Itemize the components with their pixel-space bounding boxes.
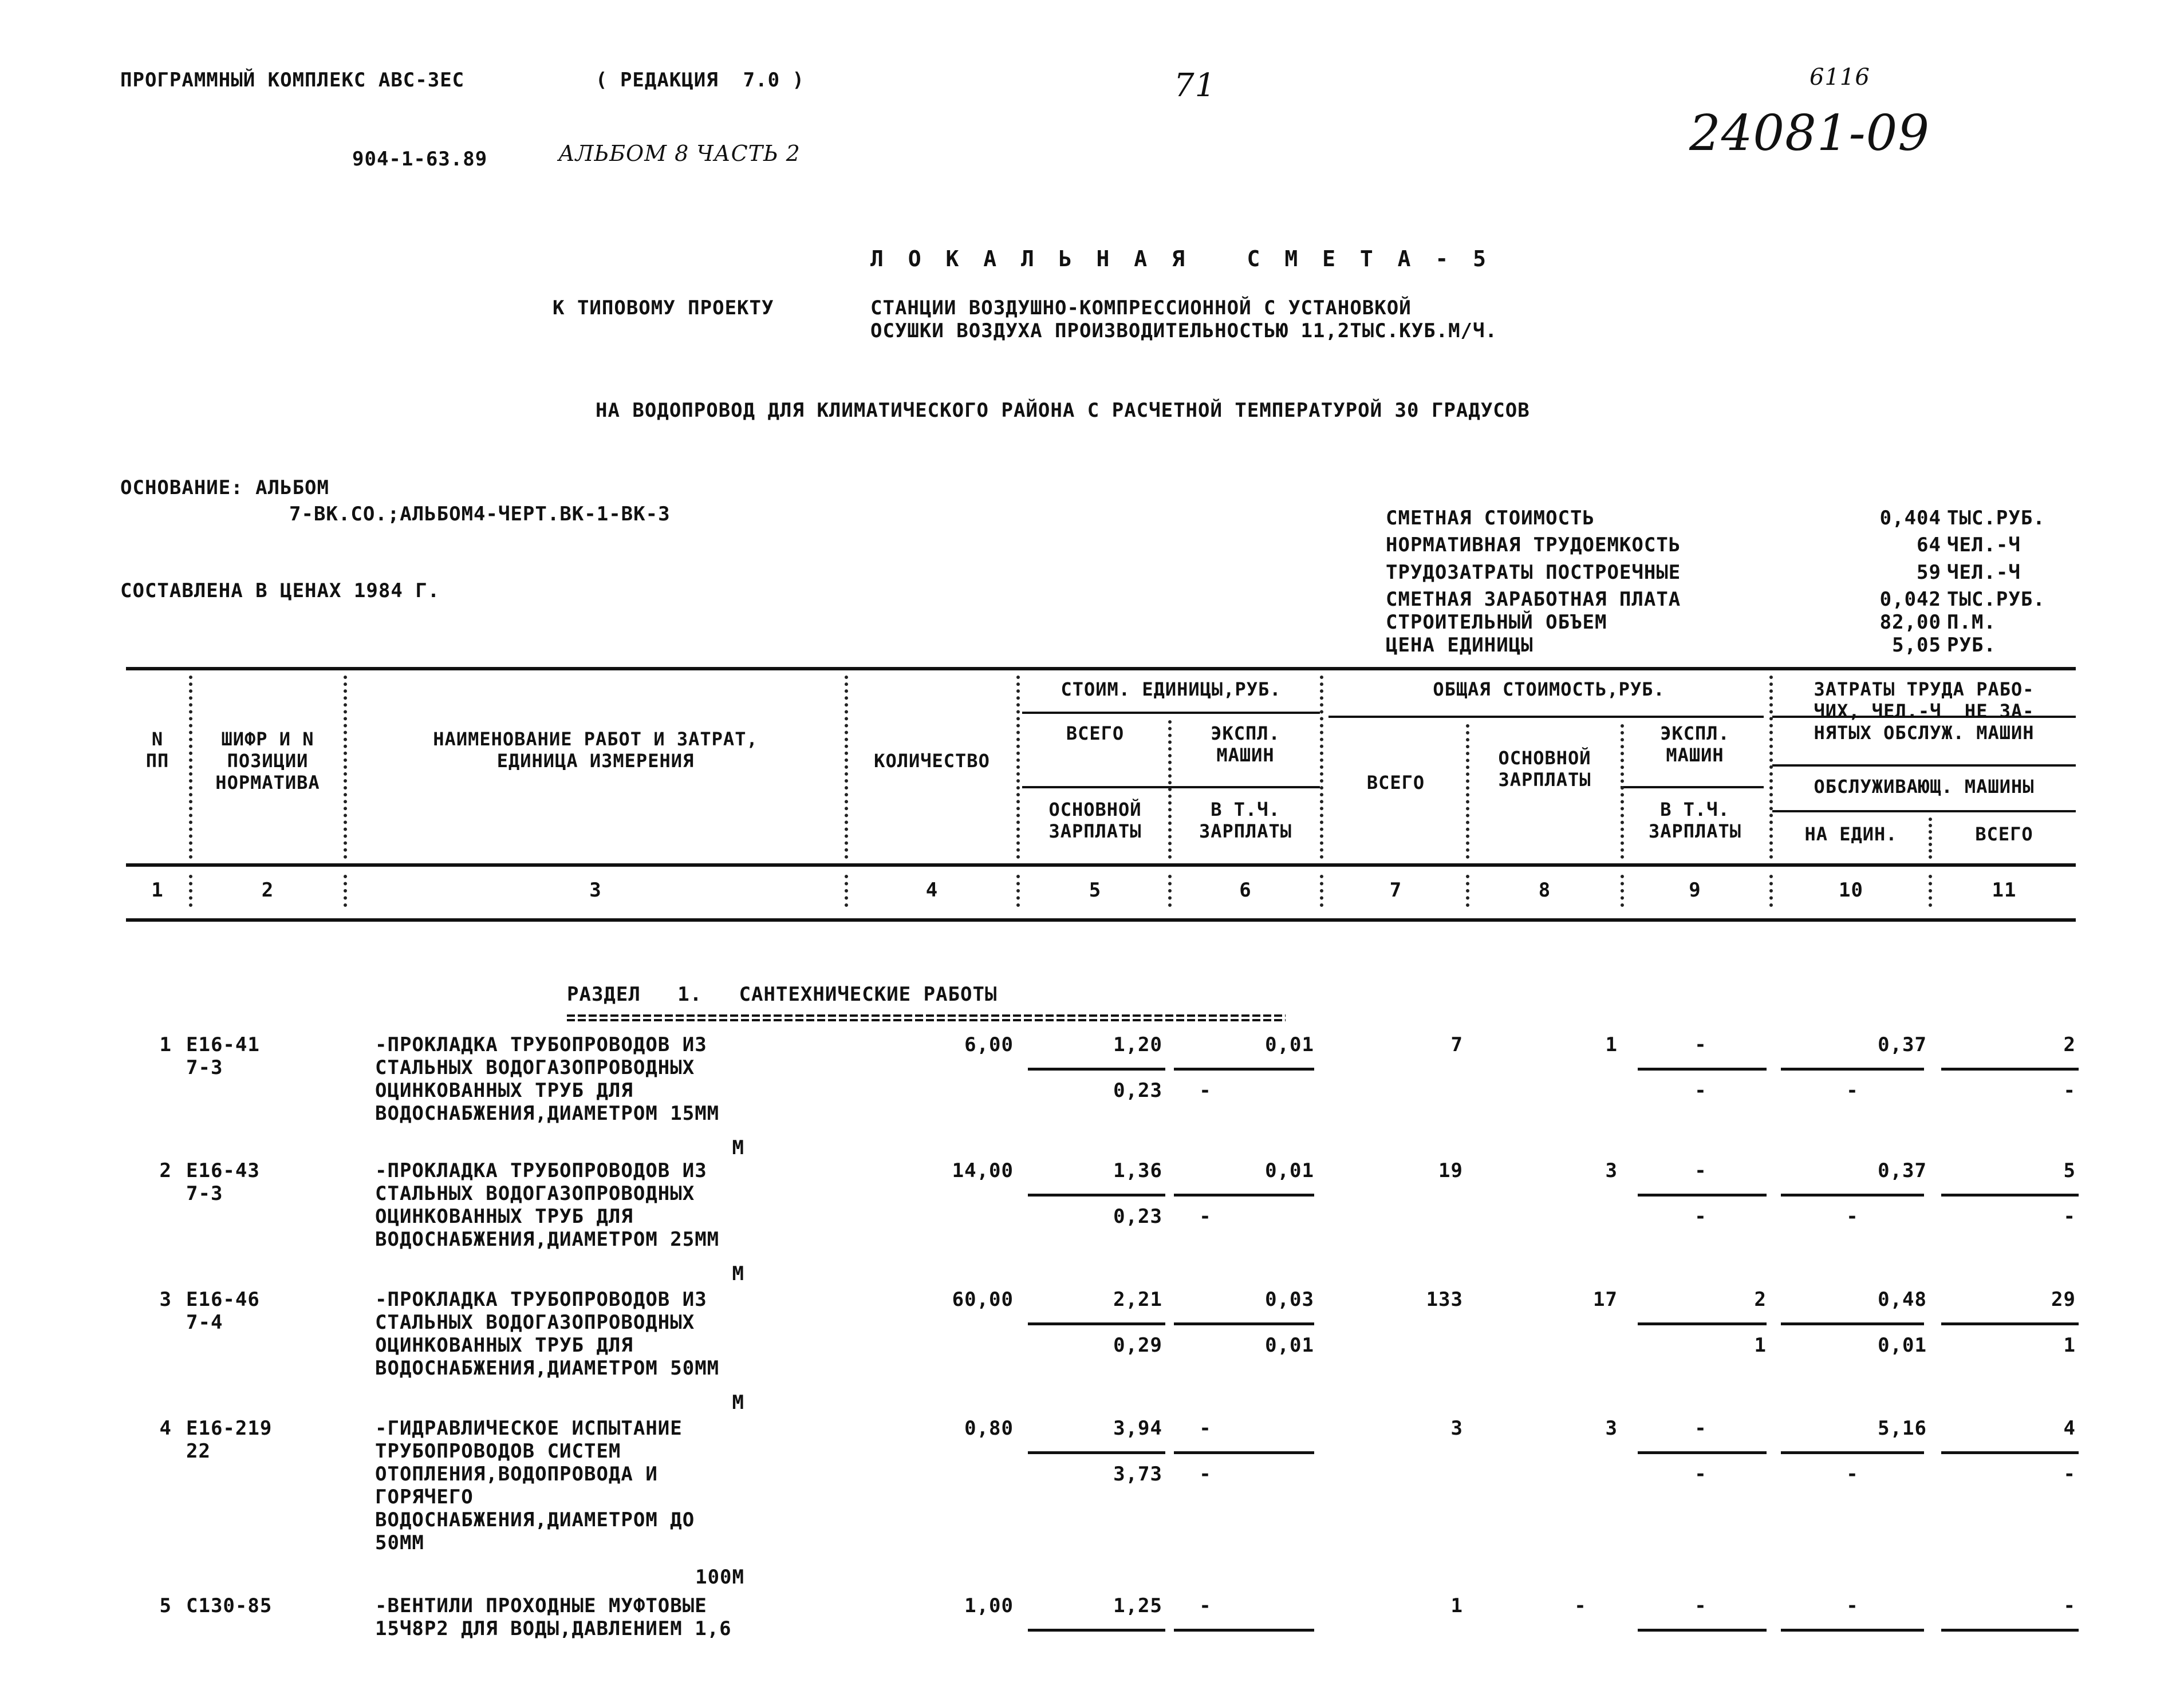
row-labor-unit: 5,16	[1878, 1417, 1927, 1440]
column-number: 4	[925, 879, 939, 902]
summary-label: СТРОИТЕЛЬНЫЙ ОБЪЕМ	[1386, 611, 1607, 634]
section-title-underline	[567, 1014, 1286, 1021]
col-head-qty: КОЛИЧЕСТВО	[874, 750, 990, 772]
row-number: 2	[159, 1159, 172, 1182]
row-unit: М	[732, 1262, 744, 1285]
summary-unit: ТЫС.РУБ.	[1947, 507, 2045, 530]
row-total-wage: 3	[1605, 1417, 1618, 1440]
col-head-unit-mach: ЭКСПЛ. МАШИН	[1211, 722, 1280, 766]
unit-cost-rule	[1022, 712, 1320, 714]
price-level: СОСТАВЛЕНА В ЦЕНАХ 1984 Г.	[120, 579, 440, 602]
row-total-mach-wage: -	[1694, 1205, 1707, 1228]
row-labor-unit-2: -	[1846, 1079, 1859, 1102]
row-labor-unit: -	[1846, 1594, 1859, 1617]
row-total-mach: 2	[1754, 1288, 1767, 1311]
column-number: 3	[589, 879, 602, 902]
row-total: 1	[1450, 1594, 1463, 1617]
row-unit-total: 1,25	[1113, 1594, 1162, 1617]
column-separator	[1466, 875, 1469, 907]
cell-rule	[1174, 1322, 1314, 1325]
cell-rule	[1781, 1451, 1924, 1454]
col-head-total-wage: ОСНОВНОЙ ЗАРПЛАТЫ	[1498, 747, 1591, 791]
summary-label: СМЕТНАЯ СТОИМОСТЬ	[1386, 507, 1595, 530]
row-name: -ПРОКЛАДКА ТРУБОПРОВОДОВ ИЗ СТАЛЬНЫХ ВОДОГАЗОПРОВОДНЫХ ОЦИНКОВАННЫХ ТРУБ ДЛЯ ВОДОСНАБЖЕНИЯ,ДИАМЕТРОМ 50ММ	[375, 1288, 720, 1380]
column-separator	[1320, 875, 1323, 907]
col-head-unit-total: ВСЕГО	[1066, 722, 1125, 744]
total-cost-rule	[1328, 716, 1764, 718]
row-total-wage: 17	[1593, 1288, 1618, 1311]
summary-unit: ЧЕЛ.-Ч	[1947, 561, 2021, 584]
summary-value: 0,042	[1879, 588, 1941, 611]
row-total-mach: -	[1694, 1159, 1707, 1182]
summary-value: 0,404	[1879, 507, 1941, 530]
row-unit-wage: 3,73	[1113, 1463, 1162, 1486]
page-mark: 71	[1174, 67, 1216, 104]
row-labor-total: 4	[2063, 1417, 2076, 1440]
row-code: Е16-41 7-3	[186, 1033, 260, 1079]
summary-unit: ЧЕЛ.-Ч	[1947, 534, 2021, 556]
col-head-total-all: ВСЕГО	[1366, 772, 1425, 793]
row-total-mach: -	[1694, 1033, 1707, 1056]
column-numbers-rule	[126, 918, 2076, 922]
row-total-mach: -	[1694, 1594, 1707, 1617]
column-separator	[1016, 875, 1020, 907]
column-separator	[1769, 875, 1773, 907]
row-total-mach: -	[1694, 1417, 1707, 1440]
row-name: -ГИДРАВЛИЧЕСКОЕ ИСПЫТАНИЕ ТРУБОПРОВОДОВ СИСТЕМ ОТОПЛЕНИЯ,ВОДОПРОВОДА И ГОРЯЧЕГО ВОДОСНАБЖЕНИЯ,ДИАМЕТРОМ ДО 50ММ	[375, 1417, 695, 1554]
cell-rule	[1174, 1068, 1314, 1071]
album-part: АЛЬБОМ 8 ЧАСТЬ 2	[558, 141, 801, 166]
row-unit-total: 2,21	[1113, 1288, 1162, 1311]
column-number: 2	[261, 879, 274, 902]
row-labor-unit: 0,37	[1878, 1159, 1927, 1182]
summary-value: 82,00	[1879, 611, 1941, 634]
summary-value: 5,05	[1892, 634, 1941, 657]
col-head-unit-cost: СТОИМ. ЕДИНИЦЫ,РУБ.	[1061, 678, 1282, 700]
column-separator	[1320, 676, 1323, 859]
column-number: 1	[151, 879, 164, 902]
row-unit-wage: 0,29	[1113, 1334, 1162, 1357]
summary-label: ТРУДОЗАТРАТЫ ПОСТРОЕЧНЫЕ	[1386, 561, 1681, 584]
row-name: -ПРОКЛАДКА ТРУБОПРОВОДОВ ИЗ СТАЛЬНЫХ ВОДОГАЗОПРОВОДНЫХ ОЦИНКОВАННЫХ ТРУБ ДЛЯ ВОДОСНАБЖЕНИЯ,ДИАМЕТРОМ 15ММ	[375, 1033, 720, 1125]
summary-value: 64	[1917, 534, 1941, 556]
cell-rule	[1941, 1629, 2079, 1632]
row-labor-total: 5	[2063, 1159, 2076, 1182]
total-mach-rule	[1621, 786, 1764, 788]
cell-rule	[1941, 1068, 2079, 1071]
summary-value: 59	[1917, 561, 1941, 584]
header-top-rule	[126, 667, 2076, 670]
row-code: Е16-219 22	[186, 1417, 273, 1463]
cell-rule	[1638, 1629, 1767, 1632]
cell-rule	[1781, 1068, 1924, 1071]
row-unit-mach: 0,01	[1265, 1159, 1314, 1182]
row-total-wage: 1	[1605, 1033, 1618, 1056]
row-unit-mach-wage: 0,01	[1265, 1334, 1314, 1357]
row-unit-mach-wage: -	[1199, 1079, 1212, 1102]
column-number: 6	[1239, 879, 1252, 902]
row-labor-total-2: -	[2063, 1079, 2076, 1102]
row-number: 3	[159, 1288, 172, 1311]
cell-rule	[1174, 1194, 1314, 1197]
cell-rule	[1174, 1451, 1314, 1454]
cell-rule	[1941, 1194, 2079, 1197]
column-separator	[344, 875, 347, 907]
row-unit: 100М	[695, 1566, 744, 1589]
section-title: РАЗДЕЛ 1. САНТЕХНИЧЕСКИЕ РАБОТЫ	[567, 983, 998, 1006]
row-unit-total: 1,36	[1113, 1159, 1162, 1182]
summary-unit: РУБ.	[1947, 634, 1996, 657]
basis-line-1: ОСНОВАНИЕ: АЛЬБОМ	[120, 476, 329, 499]
cell-rule	[1638, 1194, 1767, 1197]
sheet-number: 6116	[1810, 64, 1870, 90]
row-total: 3	[1450, 1417, 1463, 1440]
row-unit-mach-wage: -	[1199, 1205, 1212, 1228]
cell-rule	[1028, 1451, 1165, 1454]
column-separator	[1016, 676, 1020, 859]
row-unit-wage: 0,23	[1113, 1079, 1162, 1102]
row-labor-total: 2	[2063, 1033, 2076, 1056]
col-head-labor-total: ВСЕГО	[1975, 823, 2033, 845]
cell-rule	[1174, 1629, 1314, 1632]
row-total-wage: -	[1574, 1594, 1587, 1617]
row-number: 4	[159, 1417, 172, 1440]
row-name: -ПРОКЛАДКА ТРУБОПРОВОДОВ ИЗ СТАЛЬНЫХ ВОДОГАЗОПРОВОДНЫХ ОЦИНКОВАННЫХ ТРУБ ДЛЯ ВОДОСНАБЖЕНИЯ,ДИАМЕТРОМ 25ММ	[375, 1159, 720, 1251]
cell-rule	[1638, 1322, 1767, 1325]
column-separator	[189, 875, 192, 907]
row-unit-mach-wage: -	[1199, 1463, 1212, 1486]
col-head-no: N ПП	[145, 728, 169, 772]
col-head-unit-wage: ОСНОВНОЙ ЗАРПЛАТЫ	[1048, 799, 1142, 842]
row-number: 5	[159, 1594, 172, 1617]
album-code: 904-1-63.89	[352, 148, 488, 171]
row-quantity: 0,80	[964, 1417, 1014, 1440]
col-head-total-mach-wage: В Т.Ч. ЗАРПЛАТЫ	[1648, 799, 1742, 842]
row-labor-unit: 0,37	[1878, 1033, 1927, 1056]
row-code: Е16-43 7-3	[186, 1159, 260, 1205]
col-head-labor-unit: НА ЕДИН.	[1804, 823, 1898, 845]
row-unit-mach: 0,03	[1265, 1288, 1314, 1311]
row-labor-total-2: 1	[2063, 1334, 2076, 1357]
cell-rule	[1781, 1194, 1924, 1197]
row-labor-unit: 0,48	[1878, 1288, 1927, 1311]
document-title: Л О К А Л Ь Н А Я С М Е Т А - 5	[870, 246, 1492, 271]
column-number: 10	[1839, 879, 1863, 902]
summary-unit: П.М.	[1947, 611, 1996, 634]
project-label: К ТИПОВОМУ ПРОЕКТУ	[553, 297, 774, 319]
column-separator	[1929, 875, 1932, 907]
column-number: 8	[1538, 879, 1551, 902]
row-unit: М	[732, 1391, 744, 1414]
row-labor-unit-2: -	[1846, 1463, 1859, 1486]
cell-rule	[1028, 1629, 1165, 1632]
row-labor-unit-2: 0,01	[1878, 1334, 1927, 1357]
row-total: 7	[1450, 1033, 1463, 1056]
row-total-mach-wage: -	[1694, 1079, 1707, 1102]
cell-rule	[1028, 1322, 1165, 1325]
col-head-labor: ЗАТРАТЫ ТРУДА РАБО- ЧИХ, ЧЕЛ.-Ч НЕ ЗА- НЯТЫХ ОБСЛУЖ. МАШИН	[1814, 678, 2035, 744]
row-code: Е16-46 7-4	[186, 1288, 260, 1334]
cell-rule	[1781, 1629, 1924, 1632]
row-labor-total-2: -	[2063, 1463, 2076, 1486]
row-unit-wage: 0,23	[1113, 1205, 1162, 1228]
program-edition: ( РЕДАКЦИЯ 7.0 )	[596, 69, 805, 92]
row-total-wage: 3	[1605, 1159, 1618, 1182]
row-quantity: 1,00	[964, 1594, 1014, 1617]
cell-rule	[1028, 1194, 1165, 1197]
cell-rule	[1781, 1322, 1924, 1325]
program-name: ПРОГРАММНЫЙ КОМПЛЕКС АВС-ЗЕС	[120, 69, 465, 92]
row-number: 1	[159, 1033, 172, 1056]
column-number: 11	[1992, 879, 2017, 902]
col-head-name: НАИМЕНОВАНИЕ РАБОТ И ЗАТРАТ, ЕДИНИЦА ИЗМЕРЕНИЯ	[433, 728, 758, 772]
summary-unit: ТЫС.РУБ.	[1947, 588, 2045, 611]
row-code: С130-85	[186, 1594, 273, 1617]
summary-label: НОРМАТИВНАЯ ТРУДОЕМКОСТЬ	[1386, 534, 1681, 556]
cell-rule	[1941, 1451, 2079, 1454]
col-head-total-mach: ЭКСПЛ. МАШИН	[1660, 722, 1730, 766]
row-unit-mach: -	[1199, 1417, 1212, 1440]
col-head-code: ШИФР И N ПОЗИЦИИ НОРМАТИВА	[215, 728, 320, 793]
row-unit-mach: -	[1199, 1594, 1212, 1617]
cell-rule	[1028, 1068, 1165, 1071]
project-line-1: СТАНЦИИ ВОЗДУШНО-КОМПРЕССИОННОЙ С УСТАНОВКОЙ	[870, 297, 1412, 319]
cell-rule	[1638, 1068, 1767, 1071]
row-unit: М	[732, 1136, 744, 1159]
col-head-total-cost: ОБЩАЯ СТОИМОСТЬ,РУБ.	[1433, 678, 1665, 700]
summary-label: ЦЕНА ЕДИНИЦЫ	[1386, 634, 1533, 657]
row-total-mach-wage: -	[1694, 1463, 1707, 1486]
cell-rule	[1638, 1451, 1767, 1454]
handwritten-id: 24081-09	[1689, 105, 1930, 162]
column-separator	[845, 875, 848, 907]
row-total-mach-wage: 1	[1754, 1334, 1767, 1357]
row-quantity: 6,00	[964, 1033, 1014, 1056]
row-quantity: 60,00	[952, 1288, 1014, 1311]
row-quantity: 14,00	[952, 1159, 1014, 1182]
col-head-unit-mach-wage: В Т.Ч. ЗАРПЛАТЫ	[1199, 799, 1292, 842]
row-labor-total-2: -	[2063, 1205, 2076, 1228]
row-unit-total: 1,20	[1113, 1033, 1162, 1056]
row-name: -ВЕНТИЛИ ПРОХОДНЫЕ МУФТОВЫЕ 15Ч8Р2 ДЛЯ ВОДЫ,ДАВЛЕНИЕМ 1,6	[375, 1594, 732, 1640]
column-separator	[1466, 724, 1469, 859]
row-labor-total: 29	[2051, 1288, 2076, 1311]
project-line-2: ОСУШКИ ВОЗДУХА ПРОИЗВОДИТЕЛЬНОСТЬЮ 11,2ТЫС.КУБ.М/Ч.	[870, 319, 1497, 342]
labor-rule-3	[1772, 810, 2076, 812]
basis-line-2: 7-ВК.СО.;АЛЬБОМ4-ЧЕРТ.ВК-1-ВК-3	[289, 503, 671, 526]
column-separator	[1168, 875, 1172, 907]
column-number: 9	[1689, 879, 1701, 902]
column-separator	[1621, 875, 1624, 907]
column-number: 7	[1389, 879, 1402, 902]
header-bottom-rule	[126, 863, 2076, 867]
estimate-subject: НА ВОДОПРОВОД ДЛЯ КЛИМАТИЧЕСКОГО РАЙОНА С РАСЧЕТНОЙ ТЕМПЕРАТУРОЙ 30 ГРАДУСОВ	[596, 399, 1530, 422]
column-number: 5	[1089, 879, 1102, 902]
row-total: 19	[1438, 1159, 1463, 1182]
row-total: 133	[1426, 1288, 1463, 1311]
row-labor-total: -	[2063, 1594, 2076, 1617]
row-labor-unit-2: -	[1846, 1205, 1859, 1228]
labor-rule-2	[1772, 764, 2076, 767]
summary-label: СМЕТНАЯ ЗАРАБОТНАЯ ПЛАТА	[1386, 588, 1681, 611]
row-unit-total: 3,94	[1113, 1417, 1162, 1440]
cell-rule	[1941, 1322, 2079, 1325]
row-unit-mach: 0,01	[1265, 1033, 1314, 1056]
col-head-labor-sub: ОБСЛУЖИВАЮЩ. МАШИНЫ	[1814, 776, 2035, 797]
